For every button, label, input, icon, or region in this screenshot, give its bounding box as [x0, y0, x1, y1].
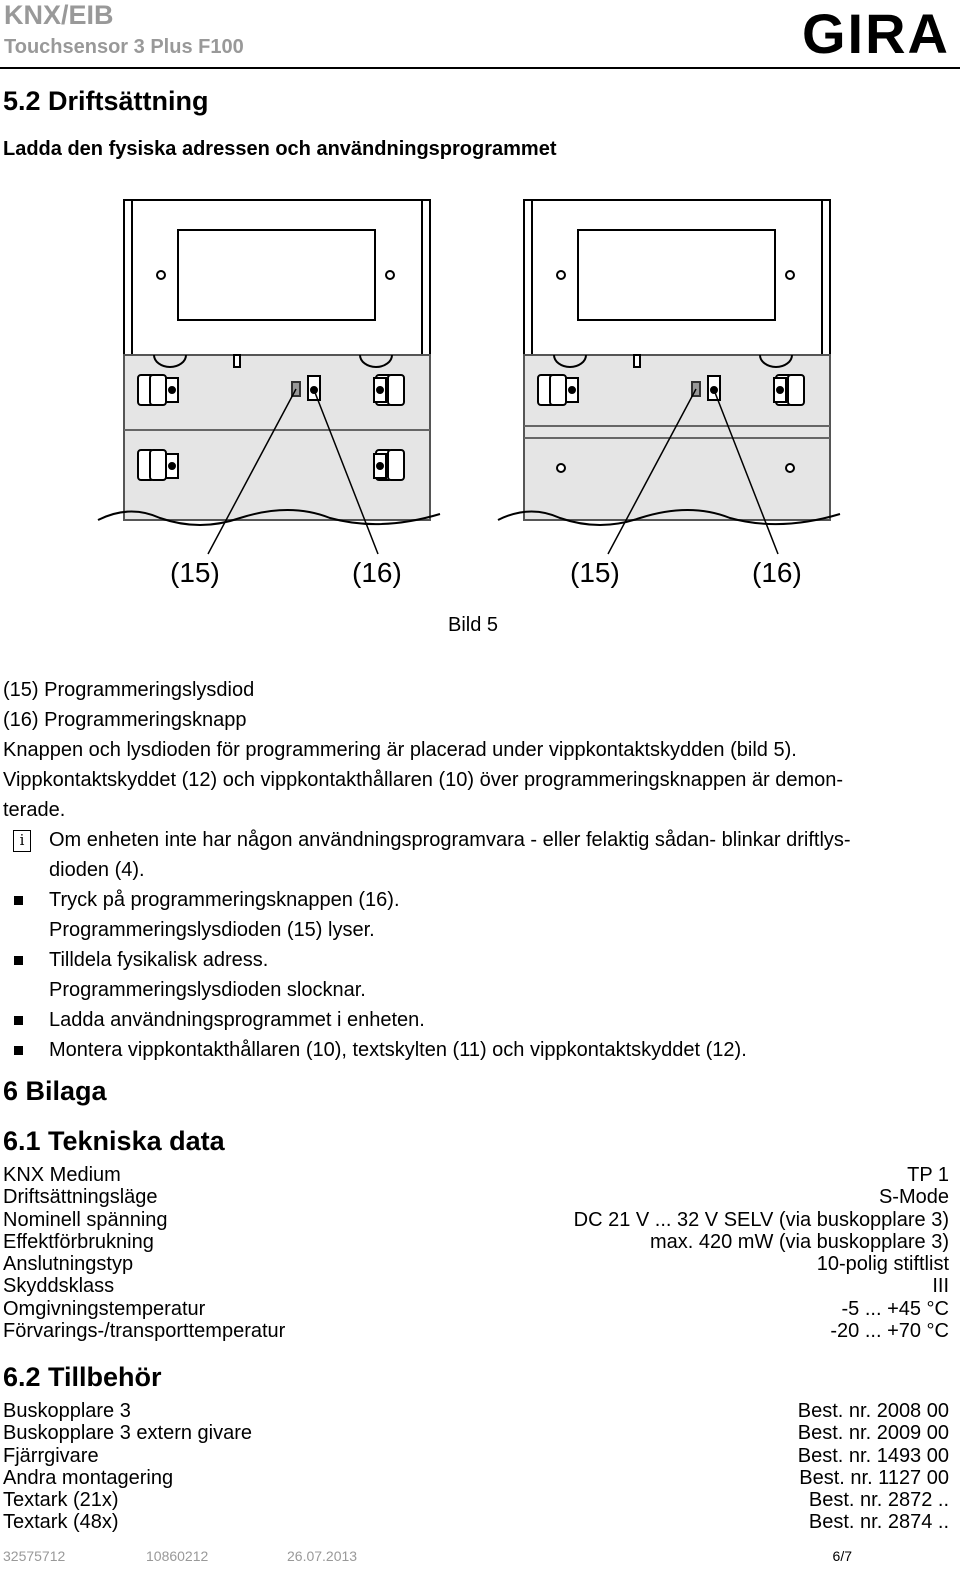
row-value: Best. nr. 1493 00	[797, 1444, 949, 1467]
row-label: KNX Medium	[3, 1164, 121, 1186]
step-item	[3, 1035, 958, 1065]
instructions	[3, 675, 958, 1065]
info-note-text: Om enheten inte har någon användningsprogramvara - eller felaktig sådan- blinkar driftlys-	[49, 829, 851, 851]
step-result	[3, 975, 958, 1005]
row-label: Anslutningstyp	[3, 1253, 134, 1276]
info-note-line	[3, 825, 958, 855]
bullet-icon	[14, 1046, 23, 1055]
table-row	[3, 1511, 949, 1533]
row-label: Andra montagering	[3, 1466, 174, 1489]
body-paragraph-line: Vippkontaktskyddet (12) och vippkontakthållaren (10) över programmeringsknappen är demon-	[3, 769, 844, 791]
row-value: -20 ... +70 °C	[830, 1320, 949, 1343]
row-value: III	[932, 1275, 949, 1298]
table-row	[3, 1275, 949, 1297]
legend-line-15: (15) Programmeringslysdiod	[3, 679, 255, 701]
row-label: Förvarings-/transporttemperatur	[3, 1320, 286, 1343]
row-label: Fjärrgivare	[3, 1444, 99, 1467]
table-row	[3, 1400, 949, 1422]
body-paragraph-line: terade.	[3, 799, 66, 821]
legend-line-16: (16) Programmeringsknapp	[3, 709, 247, 731]
row-label: Driftsättningsläge	[3, 1186, 158, 1209]
row-label: Textark (21x)	[3, 1489, 119, 1512]
row-label: Skyddsklass	[3, 1275, 115, 1298]
row-value: -5 ... +45 °C	[841, 1297, 949, 1320]
row-value: max. 420 mW (via buskopplare 3)	[649, 1230, 949, 1253]
info-note-line	[3, 855, 958, 885]
device-illustration	[90, 190, 870, 600]
row-label: Buskopplare 3 extern givare	[3, 1422, 253, 1445]
info-note-text: dioden (4).	[49, 859, 145, 881]
callout-label-16-right: (16)	[752, 557, 802, 588]
gira-logo: GIRA	[802, 2, 950, 65]
row-value: Best. nr. 2009 00	[797, 1422, 949, 1445]
accessories-table	[3, 1400, 949, 1534]
step-text: Tryck på programmeringsknappen (16).	[49, 889, 400, 911]
row-value: Best. nr. 2872 ..	[808, 1489, 949, 1512]
step-text: Montera vippkontakthållaren (10), textskylten (11) och vippkontaktskyddet (12).	[49, 1039, 747, 1061]
footer-doc-number: 32575712	[3, 1548, 66, 1564]
table-row	[3, 1445, 949, 1467]
device-figure	[90, 190, 870, 600]
step-item	[3, 885, 958, 915]
section-heading-6-2: 6.2 Tillbehör	[3, 1362, 162, 1392]
section-heading-5-2: 5.2 Driftsättning	[3, 86, 209, 116]
footer-part-number: 10860212	[146, 1548, 209, 1564]
table-row	[3, 1186, 949, 1208]
row-label: Effektförbrukning	[3, 1230, 154, 1253]
callout-label-15-left: (15)	[170, 557, 220, 588]
table-row	[3, 1253, 949, 1275]
row-label: Textark (48x)	[3, 1511, 119, 1534]
table-row	[3, 1298, 949, 1320]
bullet-icon	[14, 956, 23, 965]
header-subtitle: Touchsensor 3 Plus F100	[4, 36, 244, 58]
table-row	[3, 1164, 949, 1186]
table-row	[3, 1231, 949, 1253]
table-row	[3, 1489, 949, 1511]
table-row	[3, 1467, 949, 1489]
figure-caption: Bild 5	[448, 614, 499, 636]
right-device	[498, 200, 840, 554]
section-heading-6: 6 Bilaga	[3, 1076, 107, 1106]
bullet-icon	[14, 896, 23, 905]
technical-data-table	[3, 1164, 949, 1342]
row-value: Best. nr. 2008 00	[797, 1400, 949, 1422]
row-value: DC 21 V ... 32 V SELV (via buskopplare 3)	[573, 1208, 949, 1231]
header-title: KNX/EIB	[4, 0, 114, 30]
section-heading-6-1: 6.1 Tekniska data	[3, 1126, 225, 1156]
row-value: Best. nr. 2874 ..	[808, 1511, 949, 1534]
page-number: 6/7	[832, 1548, 852, 1564]
step-item	[3, 945, 958, 975]
row-label: Omgivningstemperatur	[3, 1297, 206, 1320]
callout-label-15-right: (15)	[570, 557, 620, 588]
header-divider	[0, 67, 960, 69]
step-result-text: Programmeringslysdioden slocknar.	[49, 979, 366, 1001]
step-text: Ladda användningsprogrammet i enheten.	[49, 1009, 425, 1031]
row-value: TP 1	[907, 1164, 949, 1186]
step-result	[3, 915, 958, 945]
left-device	[98, 200, 440, 554]
step-text: Tilldela fysikalisk adress.	[49, 949, 269, 971]
footer-date: 26.07.2013	[287, 1548, 358, 1564]
bullet-icon	[14, 1016, 23, 1025]
row-value: 10-polig stiftlist	[816, 1253, 949, 1276]
row-value: S-Mode	[878, 1186, 949, 1209]
callout-label-16-left: (16)	[352, 557, 402, 588]
table-row	[3, 1422, 949, 1444]
row-label: Nominell spänning	[3, 1208, 168, 1231]
section-subheading: Ladda den fysiska adressen och användningsprogrammet	[3, 138, 557, 160]
table-row	[3, 1320, 949, 1342]
table-row	[3, 1209, 949, 1231]
step-item	[3, 1005, 958, 1035]
body-paragraph-line: Knappen och lysdioden för programmering är placerad under vippkontaktskydden (bild 5).	[3, 739, 797, 761]
info-icon: i	[13, 830, 31, 852]
row-value: Best. nr. 1127 00	[799, 1466, 949, 1489]
step-result-text: Programmeringslysdioden (15) lyser.	[49, 919, 375, 941]
row-label: Buskopplare 3	[3, 1400, 131, 1422]
